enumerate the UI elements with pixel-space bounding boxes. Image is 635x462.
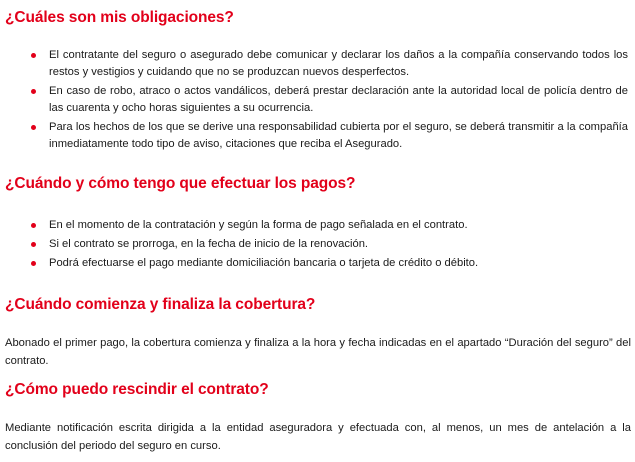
list-item: [0, 255, 635, 272]
list-item-text: Si el contrato se prorroga, en la fecha de inicio de la renovación.: [49, 238, 369, 250]
bullet-icon: [31, 89, 36, 94]
list-item-text: Podrá efectuarse el pago mediante domiciliación bancaria o tarjeta de crédito o débito.: [49, 257, 479, 269]
list-pagos: [0, 217, 635, 272]
heading-pagos: ¿Cuándo y cómo tengo que efectuar los pagos?: [5, 175, 356, 192]
list-item: [0, 119, 635, 153]
list-item-text: En caso de robo, atraco o actos vandálicos, deberá prestar declaración ante la autoridad local de policía dentro de las cuarenta y ocho horas siguientes a su ocurrencia.: [49, 85, 628, 114]
heading-cobertura: ¿Cuándo comienza y finaliza la cobertura?: [5, 296, 316, 313]
bullet-icon: [31, 261, 36, 266]
bullet-icon: [31, 223, 36, 228]
heading-obligaciones: ¿Cuáles son mis obligaciones?: [5, 9, 234, 26]
bullet-icon: [31, 125, 36, 130]
list-item: [0, 236, 635, 253]
bullet-icon: [31, 53, 36, 58]
list-item-text: En el momento de la contratación y según la forma de pago señalada en el contrato.: [49, 219, 468, 231]
bullet-icon: [31, 242, 36, 247]
list-item: [0, 83, 635, 117]
rescindir-paragraph: Mediante notificación escrita dirigida a la entidad aseguradora y efectuada con, al menos, un mes de antelación a la conclusión del periodo del seguro en curso.: [5, 422, 631, 452]
list-item-text: Para los hechos de los que se derive una responsabilidad cubierta por el seguro, se deberá transmitir a la compañía inmediatamente todo tipo de aviso, citaciones que reciba el Asegurado.: [49, 121, 628, 150]
list-obligaciones: [0, 47, 635, 153]
list-item: [0, 217, 635, 234]
heading-rescindir: ¿Cómo puedo rescindir el contrato?: [5, 381, 269, 398]
cobertura-paragraph: Abonado el primer pago, la cobertura comienza y finaliza a la hora y fecha indicadas en el apartado “Duración del seguro” del contrato.: [5, 337, 631, 367]
list-item-text: El contratante del seguro o asegurado debe comunicar y declarar los daños a la compañía conservando todos los restos y vestigios y cuidando que no se produzcan nuevos desperfectos.: [49, 49, 628, 78]
list-item: [0, 47, 635, 81]
